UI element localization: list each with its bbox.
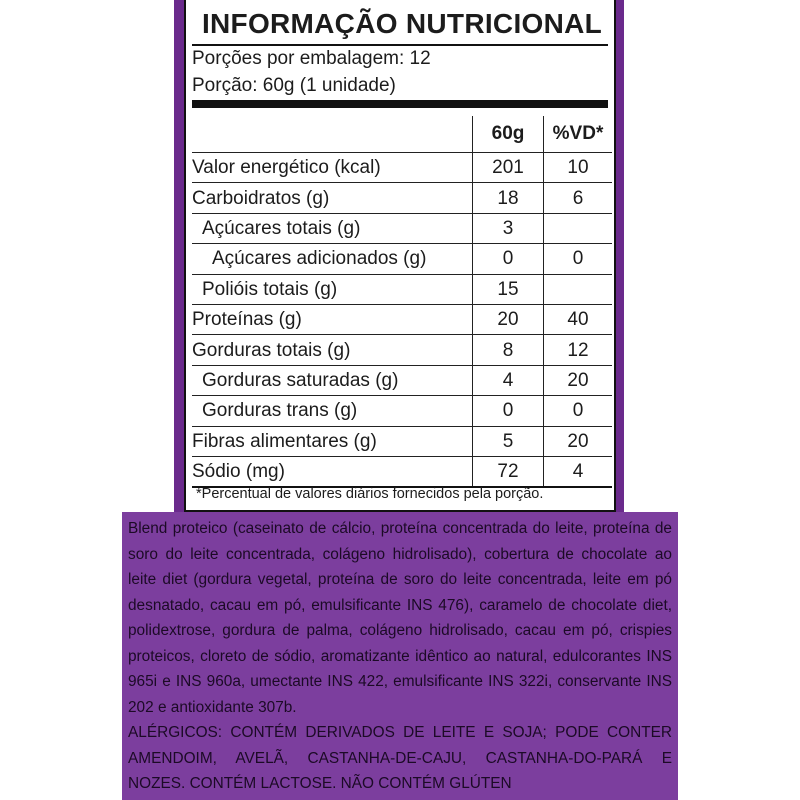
nutrient-name: Gorduras saturadas (g) [192, 365, 473, 395]
nutrient-name: Valor energético (kcal) [192, 153, 473, 183]
nutrient-dv: 40 [544, 304, 613, 334]
nutrient-name: Açúcares totais (g) [192, 213, 473, 243]
nutrient-name: Polióis totais (g) [192, 274, 473, 304]
nutrient-dv: 0 [544, 396, 613, 426]
nutrient-amount: 72 [473, 456, 544, 487]
nutrient-dv: 10 [544, 153, 613, 183]
nutrient-amount: 20 [473, 304, 544, 334]
table-row [192, 274, 612, 304]
header-blank-cell [192, 116, 473, 153]
nutrient-amount: 0 [473, 244, 544, 274]
thick-divider [192, 100, 608, 108]
nutrient-name: Proteínas (g) [192, 304, 473, 334]
serving-size: Porção: 60g (1 unidade) [192, 75, 396, 96]
left-purple-strip [174, 0, 184, 512]
nutrient-dv [544, 274, 613, 304]
nutrient-dv: 0 [544, 244, 613, 274]
allergens-text: ALÉRGICOS: CONTÉM DERIVADOS DE LEITE E SOJA; PODE CONTER AMENDOIM, AVELÃ, CASTANHA-DE-CAJU, CASTANHA-DO-PARÁ E NOZES. CONTÉM LACTOSE. NÃO CONTÉM GLÚTEN [128, 724, 672, 792]
nutrient-amount: 18 [473, 183, 544, 213]
table-row [192, 213, 612, 243]
header-amount: 60g [473, 116, 544, 153]
table-row [192, 426, 612, 456]
header-daily-value: %VD* [544, 116, 613, 153]
nutrient-name: Carboidratos (g) [192, 183, 473, 213]
table-row [192, 396, 612, 426]
nutrient-amount: 8 [473, 335, 544, 365]
nutrient-dv: 12 [544, 335, 613, 365]
nutrient-amount: 201 [473, 153, 544, 183]
daily-value-footnote: *Percentual de valores diários fornecidos pela porção. [196, 486, 544, 502]
nutrient-amount: 0 [473, 396, 544, 426]
servings-per-package: Porções por embalagem: 12 [192, 48, 431, 69]
nutrition-facts-panel [184, 0, 616, 512]
nutrient-dv: 20 [544, 426, 613, 456]
nutrient-dv: 4 [544, 456, 613, 487]
panel-title: INFORMAÇÃO NUTRICIONAL [201, 8, 603, 39]
nutrient-name: Gorduras totais (g) [192, 335, 473, 365]
table-row [192, 335, 612, 365]
nutrient-amount: 3 [473, 213, 544, 243]
ingredients-text: Blend proteico (caseinato de cálcio, proteína concentrada do leite, proteína de soro do leite concentrada, colágeno hidrolisado), cobertura de chocolate ao leite diet (gordura vegetal, proteína de soro do leite concentrada, leite em pó desnatado, cacau em pó, emulsificante INS 476), caramelo de chocolate diet, polidextrose, gordura de palma, colágeno hidrolisado, cacau em pó, crispies proteicos, cloreto de sódio, aromatizante idêntico ao natural, edulcorantes INS 965i e INS 960a, umectante INS 422, emulsificante INS 322i, conservante INS 202 e antioxidante 307b. [128, 520, 672, 716]
nutrition-table [192, 116, 612, 488]
nutrient-name: Sódio (mg) [192, 456, 473, 487]
nutrient-amount: 15 [473, 274, 544, 304]
right-purple-strip [616, 0, 624, 512]
table-row [192, 153, 612, 183]
table-row [192, 456, 612, 487]
table-row [192, 183, 612, 213]
title-divider [192, 44, 608, 46]
table-row [192, 365, 612, 395]
table-header-row [192, 116, 612, 153]
nutrient-name: Fibras alimentares (g) [192, 426, 473, 456]
ingredients-section [122, 512, 678, 800]
nutrient-dv: 6 [544, 183, 613, 213]
nutrient-name: Gorduras trans (g) [192, 396, 473, 426]
nutrient-amount: 4 [473, 365, 544, 395]
nutrient-name: Açúcares adicionados (g) [192, 244, 473, 274]
nutrient-dv: 20 [544, 365, 613, 395]
nutrient-dv [544, 213, 613, 243]
nutrient-amount: 5 [473, 426, 544, 456]
table-row [192, 304, 612, 334]
table-row [192, 244, 612, 274]
